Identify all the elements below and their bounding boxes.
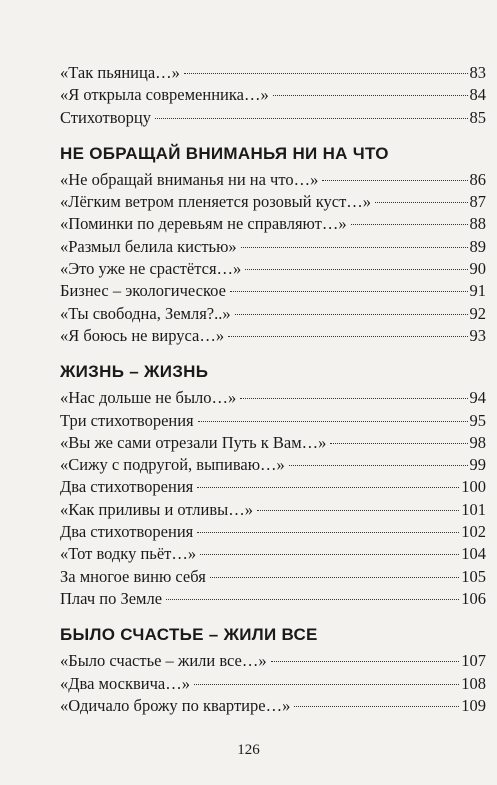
toc-entry-page: 101 <box>461 499 486 519</box>
toc-entry-title: Плач по Земле <box>60 588 163 608</box>
section-heading: ЖИЗНЬ – ЖИЗНЬ <box>60 362 209 382</box>
dot-leader <box>273 94 468 96</box>
toc-section <box>60 143 486 347</box>
toc-entry-title: «Как приливы и отливы…» <box>60 499 253 519</box>
dot-leader <box>294 705 459 707</box>
dot-leader <box>257 509 459 511</box>
toc-entry <box>60 107 486 129</box>
toc-entry-page: 99 <box>469 455 486 475</box>
toc-entry-page: 108 <box>461 673 486 693</box>
toc-entry-page: 84 <box>469 85 486 105</box>
toc-entry-page: 94 <box>469 388 486 408</box>
toc-entry <box>60 191 486 213</box>
toc-entry <box>60 236 486 258</box>
toc-entry-page: 105 <box>461 566 486 586</box>
table-of-contents <box>60 62 486 717</box>
dot-leader <box>241 246 468 248</box>
toc-entry <box>60 325 486 347</box>
dot-leader <box>197 486 459 488</box>
toc-entry-page: 104 <box>461 544 486 564</box>
toc-entry <box>60 432 486 454</box>
toc-entry-title: «Ты свободна, Земля?..» <box>60 303 231 323</box>
toc-entry-page: 98 <box>469 432 486 452</box>
toc-entry <box>60 62 486 84</box>
dot-leader <box>240 397 467 399</box>
dot-leader <box>330 442 467 444</box>
toc-entry-page: 109 <box>461 695 486 715</box>
dot-leader <box>166 598 459 600</box>
toc-entry-title: Два стихотворения <box>60 477 194 497</box>
dot-leader <box>198 420 468 422</box>
toc-entry <box>60 499 486 521</box>
toc-entry-page: 88 <box>469 214 486 234</box>
toc-entry-title: «Поминки по деревьям не справляют…» <box>60 214 347 234</box>
toc-section <box>60 361 486 610</box>
toc-entry-title: «Сижу с подругой, выпиваю…» <box>60 455 285 475</box>
toc-entry <box>60 213 486 235</box>
toc-entry-page: 100 <box>461 477 486 497</box>
dot-leader <box>155 117 468 119</box>
toc-entry-title: «Лёгким ветром пленяется розовый куст…» <box>60 192 372 212</box>
toc-entry-title: «Так пьяница…» <box>60 63 180 82</box>
toc-entry-page: 85 <box>469 107 486 127</box>
dot-leader <box>194 683 459 685</box>
toc-entry <box>60 258 486 280</box>
toc-entry-title: Три стихотворения <box>60 410 194 430</box>
toc-entry <box>60 169 486 191</box>
toc-entry-title: «Одичало брожу по квартире…» <box>60 695 291 715</box>
toc-entry <box>60 650 486 672</box>
toc-entry-title: Стихотворцу <box>60 107 151 127</box>
dot-leader <box>245 268 467 270</box>
toc-entry <box>60 476 486 498</box>
toc-entry <box>60 410 486 432</box>
toc-entry-title: Бизнес – экологическое <box>60 281 226 301</box>
dot-leader <box>197 531 459 533</box>
toc-entry <box>60 303 486 325</box>
toc-entry-page: 102 <box>461 522 486 542</box>
toc-entry <box>60 588 486 610</box>
toc-sections <box>60 143 486 717</box>
toc-entry-title: Два стихотворения <box>60 522 194 542</box>
toc-entry-page: 93 <box>469 325 486 345</box>
toc-entry <box>60 280 486 302</box>
toc-entry-title: «Не обращай вниманья ни на что…» <box>60 169 319 189</box>
toc-entry-title: «Вы же сами отрезали Путь к Вам…» <box>60 432 327 452</box>
toc-entry-title: «Два москвича…» <box>60 673 190 693</box>
toc-entry-page: 106 <box>461 588 486 608</box>
dot-leader <box>200 553 459 555</box>
toc-entry-title: «Размыл белила кистью» <box>60 236 237 256</box>
toc-entry-title: «Я боюсь не вируса…» <box>60 325 225 345</box>
section-heading: БЫЛО СЧАСТЬЕ – ЖИЛИ ВСЕ <box>60 625 318 645</box>
dot-leader <box>235 313 468 315</box>
toc-entry-title: «Тот водку пьёт…» <box>60 544 197 564</box>
toc-entry-title: «Это уже не срастётся…» <box>60 259 242 279</box>
toc-entry <box>60 566 486 588</box>
toc-entry-page: 95 <box>469 410 486 430</box>
toc-entry-title: «Нас дольше не было…» <box>60 388 237 408</box>
page-number: 126 <box>237 742 260 758</box>
dot-leader <box>184 72 468 74</box>
dot-leader <box>230 290 468 292</box>
toc-entry-page: 89 <box>469 236 486 256</box>
toc-entry-page: 87 <box>469 192 486 212</box>
dot-leader <box>322 179 467 181</box>
toc-entry-page: 92 <box>469 303 486 323</box>
dot-leader <box>210 576 459 578</box>
toc-entry-page: 107 <box>461 651 486 671</box>
toc-entry-title: «Я открыла современника…» <box>60 85 269 105</box>
toc-section <box>60 624 486 717</box>
toc-entry <box>60 673 486 695</box>
dot-leader <box>289 464 468 466</box>
toc-intro-entries <box>60 62 486 129</box>
dot-leader <box>271 660 460 662</box>
toc-entry <box>60 454 486 476</box>
toc-entry-title: За многое виню себя <box>60 566 206 586</box>
dot-leader <box>375 201 467 203</box>
toc-entry-page: 83 <box>469 63 486 82</box>
toc-entry-page: 91 <box>469 281 486 301</box>
toc-entry <box>60 521 486 543</box>
dot-leader <box>228 335 467 337</box>
toc-entry <box>60 387 486 409</box>
toc-entry <box>60 695 486 717</box>
section-heading: НЕ ОБРАЩАЙ ВНИМАНЬЯ НИ НА ЧТО <box>60 143 389 163</box>
toc-entry <box>60 84 486 106</box>
dot-leader <box>351 223 468 225</box>
toc-entry-title: «Было счастье – жили все…» <box>60 651 267 671</box>
toc-entry-page: 90 <box>469 259 486 279</box>
toc-entry <box>60 543 486 565</box>
toc-entry-page: 86 <box>469 169 486 189</box>
